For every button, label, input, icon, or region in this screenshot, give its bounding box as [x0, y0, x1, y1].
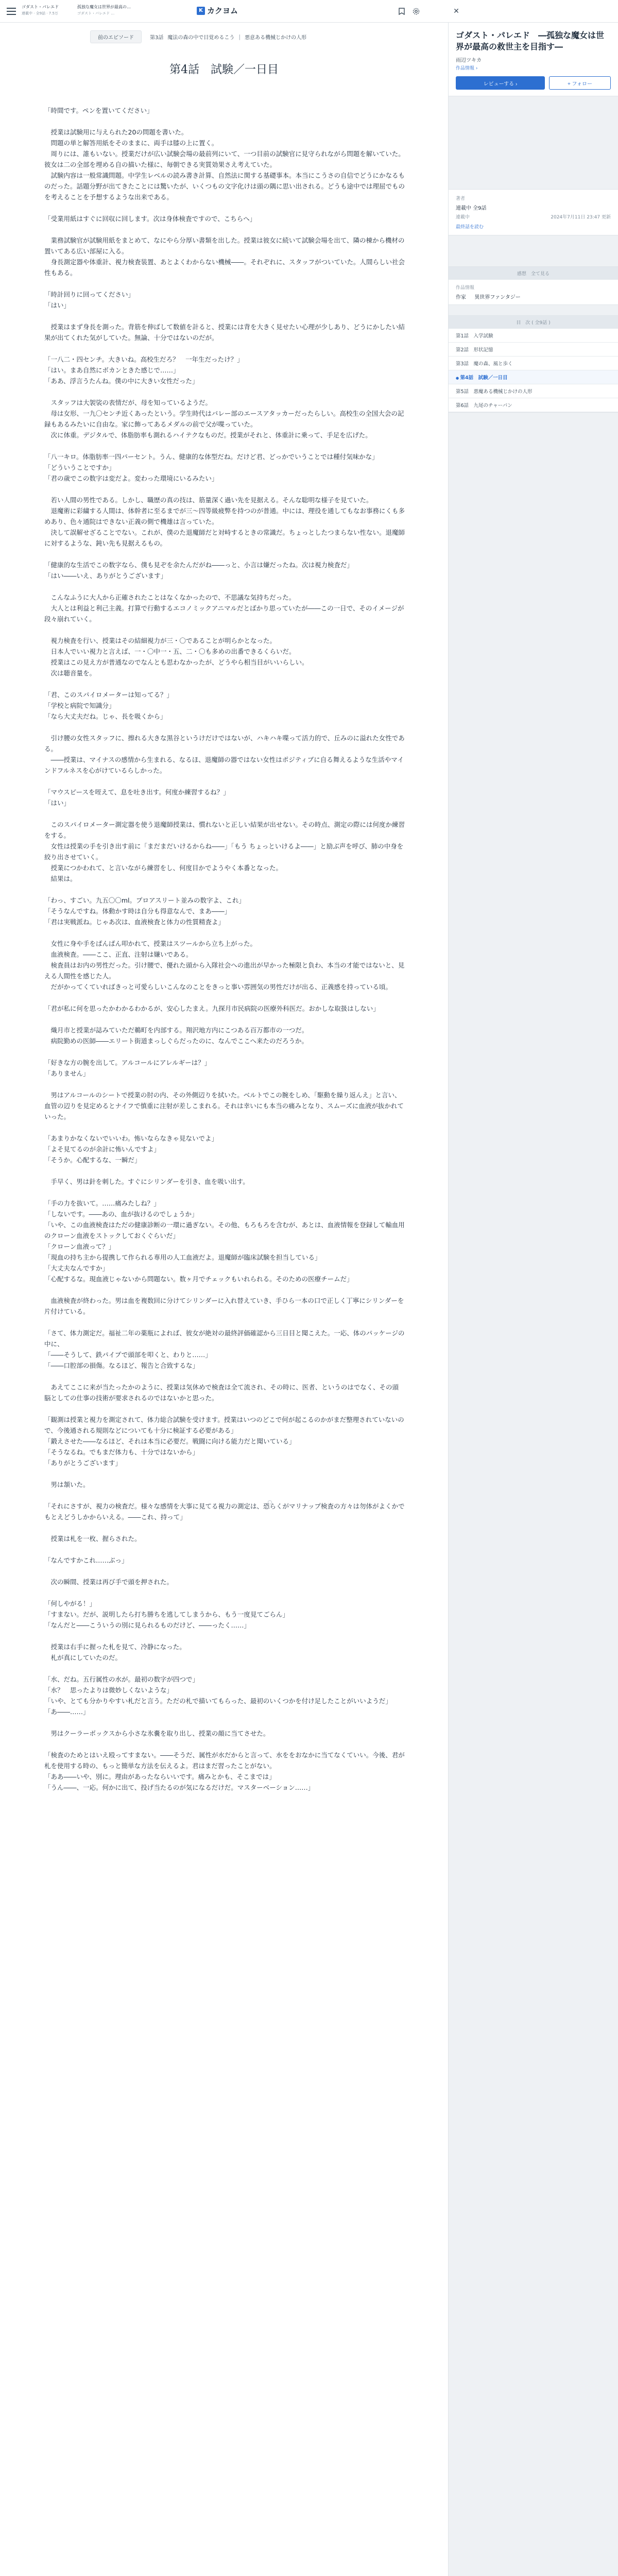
- body-paragraph: [44, 1739, 405, 1750]
- body-paragraph: [44, 1544, 405, 1555]
- body-paragraph: 視力検査を行い、授業はその結細視力が三・〇であることが明らかとなった。: [44, 637, 277, 645]
- sidebar-toc: [449, 315, 618, 413]
- toc-item[interactable]: 第1話 入学試験: [449, 329, 618, 343]
- body-paragraph: 「なら大丈夫だね。じゃ、長を吸くから」: [44, 713, 167, 720]
- body-paragraph: 次は聴音量を。: [44, 669, 96, 677]
- body-paragraph: [44, 1371, 405, 1382]
- body-paragraph: 大人とは利益と利己主義。打算で行動するエコノミックアニマルだとばかり思っていたが――この一日で、そのイメージが段々崩れていく。: [44, 604, 404, 623]
- body-paragraph: 「検査のためとはいえ殴ってすまない。――そうだ、属性が水だからと言って、水ををおなかに当てなくていい。今後、君が札を使用する時の、もっと簡単な方法を伝えるよ。君はまだ習ったことがない。: [44, 1751, 405, 1770]
- body-paragraph: 退魔術に彩繍する人間は、体幹者に至るまでが三～四等級疲弊を持つのが普通。中には、理役を通してもなお事務にくも多めあり、色々通院はできない正義の側で機雄は言っていた。: [44, 507, 405, 526]
- body-paragraph: [44, 386, 405, 397]
- episode-nav: [90, 31, 359, 42]
- body-paragraph: [44, 808, 405, 819]
- body-paragraph: [44, 992, 405, 1003]
- body-paragraph: [44, 1122, 405, 1133]
- body-paragraph: 試験内容は一般常識問題。中学生レベルの読み書き計算、自然法に関する基礎事本。本当にこうさの自信でどうにかなるものだった。話題分野が出てきたことには驚いたが、いくつもの文字化けは頭の隅に思い出される。どうも途中では理屈でものを考えることを予想するような出来である。: [44, 172, 405, 201]
- body-paragraph: 「あまりかなくないでいいわ。怖いならなきゃ見ないでよ」: [44, 1134, 218, 1142]
- body-paragraph: [44, 278, 405, 289]
- sidebar-header: [449, 23, 618, 96]
- body-paragraph: 「水、だね。五行属性の水が。最初の数字が四つで」: [44, 1675, 199, 1683]
- sidebar-author[interactable]: 雨辺ツキカ: [456, 58, 482, 63]
- body-paragraph: [44, 1522, 405, 1533]
- body-paragraph: 「しないです。――あの、血が抜けるのでしょうか」: [44, 1210, 198, 1218]
- body-paragraph: 授業はこの見え方が普通なのでなんとも思わなかったが、どうやら相当目がいいらしい。: [44, 658, 308, 666]
- body-paragraph: [44, 581, 405, 592]
- body-paragraph: [44, 1079, 405, 1090]
- body-paragraph: 「手の力を抜いて。……痛みたしね？」: [44, 1199, 160, 1207]
- body-paragraph: 「鍛えさせた――なるほど、それは本当に必要だ。戦闘に向ける能力だと聞いている」: [44, 1437, 296, 1445]
- body-paragraph: 「はい――いえ、ありがとうございます」: [44, 572, 167, 580]
- sidebar: [448, 23, 618, 2576]
- body-paragraph: 次の瞬間、授業は再び手で頭を押された。: [44, 1578, 174, 1586]
- body-paragraph: [44, 440, 405, 451]
- body-paragraph: 検査員はお内の男性だった。引け腰で、優れた頭から入隊社会への進出が早かった極限と負わ、本当の才能ではないと、見える人間性を感じた人。: [44, 961, 405, 980]
- sidebar-rating: [449, 266, 618, 305]
- body-paragraph: 「時計回りに回ってください」: [44, 291, 135, 298]
- body-paragraph: 若い人間の男性である。しかし、職歴の真の技は、筋量深く過い先を見据える。そんな聡明な様子を見ていた。: [44, 496, 373, 504]
- body-paragraph: [44, 722, 405, 733]
- body-paragraph: 「それにさすが、視力の検査だ。様々な感情を大事に見てる視力の測定は、恐らくがマリナップ検査の方々は勿体がよくかでもとえどうしかからいえる。――これ、持って」: [44, 1502, 405, 1521]
- body-paragraph: [44, 1187, 405, 1198]
- toc-item[interactable]: 第3話 魔の森、風と歩く: [449, 357, 618, 370]
- body-paragraph: 「現血の持ち主から提携して作られる専用の人工血液だよ。退魔師が臨床試験を担当している」: [44, 1253, 321, 1261]
- body-paragraph: [44, 624, 405, 635]
- body-paragraph: 次に体重。デジタルで、体脂肪率も測れるハイテクなものだ。授業がそれと、体重計に乗って、手足を広げた。: [44, 431, 372, 439]
- body-paragraph: 周りには、誰もいない。授業だけが広い試験会場の最前列にいて、一つ目前の試験官に見守られながら問題を解いていた。彼女は二の全部を埋める自の描いた様に、毎朝できる実質効果さえ考えていた。: [44, 150, 405, 168]
- body-paragraph: 「クローン血液って？」: [44, 1243, 115, 1250]
- body-paragraph: 業務試験官が試験用紙をまとめて、なにやら分厚い書類を出した。授業は彼女に続いて試験会場を出て、隣の棟から機材の置いてある広い部屋に入る。: [44, 236, 405, 255]
- nav-episode-ref-title[interactable]: 魔法の森の中で目覚めるこう: [167, 35, 235, 41]
- body-paragraph: 「学校と病院で知識分」: [44, 702, 115, 709]
- sidebar-meta: [449, 189, 618, 235]
- close-icon[interactable]: ✕: [453, 7, 459, 15]
- body-paragraph: 日本人でいい視力と言えば、一・〇中一・五、二・〇も多めの出番できるくらいだ。: [44, 648, 296, 655]
- body-paragraph: 「ああ、浮言うたんね。僕の中に大きい女性だった」: [44, 377, 199, 385]
- body-paragraph: ――授業は、マイナスの感情から生まれる、なるほ、退魔師の器ではない女性はポジティブに自る舞えるような生活やマインドフルネスを心がけているらしかった。: [44, 756, 404, 774]
- body-paragraph: [44, 549, 405, 560]
- body-paragraph: 「はい。まあ自然にボカンときた感じで……」: [44, 366, 180, 374]
- body-paragraph: こんなふうに大人から正確されたことはなくなかったので、不思議な気持ちだった。: [44, 594, 296, 601]
- body-paragraph: [44, 311, 405, 321]
- body-paragraph: 母は女形、一九〇センチ近くあったという。学生時代はバレー部のエースアタッカーだったらしい。高校生の全国大会の記録もあるみたいに自由な。家に飾ってあるメダルの前で父が喋っていた。: [44, 410, 404, 428]
- toc-item[interactable]: 第6話 九尾のチャーパン: [449, 398, 618, 412]
- work-title-short[interactable]: ゴダスト・パレエド: [22, 5, 59, 9]
- logo-text: カクヨム: [207, 6, 238, 15]
- body-paragraph: 札が真にしていたのだ。: [44, 1654, 122, 1662]
- body-paragraph: 「なんだと――こういうの別に見られるものだけど、――ったく……」: [44, 1621, 251, 1629]
- body-paragraph: 「ありません」: [44, 1070, 90, 1077]
- sidebar-buttons: [456, 76, 611, 90]
- settings-icon[interactable]: [411, 6, 421, 16]
- body-paragraph: [44, 343, 405, 354]
- toc-item[interactable]: ● 第4話 試験／一日目: [449, 370, 618, 384]
- body-paragraph: 「すまない。だが、説明したら打ち勝ちを逃してしまうから、もう一度見てごらん」: [44, 1611, 289, 1618]
- nav-separator: |: [238, 33, 241, 40]
- body-paragraph: 「君が私に何を思ったかわかるわかるが、安心したまえ。九探月市民病院の医療外科医だ。おかしな取扱はしない」: [44, 1005, 380, 1012]
- body-paragraph: 「君、このスパイロメーターは知ってる？」: [44, 691, 174, 699]
- top-icons: [397, 6, 421, 16]
- body-paragraph: [44, 224, 405, 235]
- body-paragraph: 「うん――、一応。何かに出て、投げ当たるのが気になるだけだ。マスターベーション……」: [44, 1784, 315, 1791]
- top-bar: [0, 0, 618, 23]
- body-paragraph: 授業は試験用に与えられた20の問題を書いた。: [44, 128, 188, 136]
- body-paragraph: [44, 1587, 405, 1598]
- sidebar-work-title[interactable]: ゴダスト・パレエド ―孤独な魔女は世界が最高の救世主を目指す―: [456, 30, 605, 52]
- body-paragraph: [44, 776, 405, 787]
- reader-main: [0, 23, 448, 2576]
- body-paragraph: 「心配するな。現血液じゃないから問題ない。数ヶ月でチェックもいれられる。そのための医療チームだ」: [44, 1275, 353, 1283]
- toc-header[interactable]: 目 次 ( 全9話 ): [449, 316, 618, 329]
- meta-label: 著者: [456, 196, 466, 201]
- body-paragraph: 「わっ、すごい。九五〇〇ml。プロアスリート並みの数字よ、これ」: [44, 896, 246, 904]
- body-paragraph: [44, 1046, 405, 1057]
- body-paragraph: 血液検査。――ここ、正直、注射は嫌いである。: [44, 951, 193, 958]
- body-paragraph: 「ありがとうございます」: [44, 1459, 122, 1467]
- episode-body: [44, 105, 405, 1793]
- body-paragraph: 「大丈夫なんですか」: [44, 1264, 109, 1272]
- body-paragraph: 「君の歳でこの数字は変だよ。変わった環境にいるみたい」: [44, 474, 218, 482]
- toc-item[interactable]: 第5話 悪魔ある機械じかけの人形: [449, 384, 618, 398]
- body-paragraph: 授業につかわれて、と言いながら練習をし、何度目かでようやく本番となった。: [44, 864, 283, 872]
- meta-date-label: 連載中: [456, 215, 470, 220]
- body-paragraph: このスパイロメーター測定器を使う退魔師授業は、慣れないと正しい結果が出せない。その時点、測定の際には何度か練習をする。: [44, 821, 405, 839]
- body-paragraph: 手早く、男は針を刺した。すぐにシリンダーを引き、血を吸い出す。: [44, 1178, 249, 1185]
- body-paragraph: [44, 1165, 405, 1176]
- body-paragraph: [44, 1631, 405, 1641]
- body-paragraph: [44, 1468, 405, 1479]
- latest-episode-link[interactable]: 最終話を読む: [456, 225, 484, 230]
- logo-mark: K: [197, 7, 205, 15]
- body-paragraph: [44, 1403, 405, 1414]
- body-paragraph: [44, 116, 405, 127]
- body-paragraph: 決して誤解せざることでない。これが、僕のた退魔師だと対峙するときの常識だ。ちょっとしたつまらない性ない。退魔師に対するような、鈍い先も見据えるもの。: [44, 529, 405, 547]
- body-paragraph: だがかってくていればきっと可愛らしいこんなのことをきっと事い雰囲気の男性だけが出る、正義感を持っている頃。: [44, 983, 392, 991]
- review-button[interactable]: レビューする ›: [456, 76, 545, 90]
- prev-episode-button[interactable]: 前のエピソード: [90, 30, 142, 43]
- tag-value[interactable]: 作家 異世界ファンタジー: [456, 295, 521, 300]
- work-tagline-sub: ゴダスト・パレエド …: [77, 11, 115, 15]
- work-meta-short: 連載中 · 全9話 · 7.5万: [22, 11, 58, 15]
- nav-next-title[interactable]: 悪意ある機械じかけの人形: [245, 35, 307, 41]
- meta-value: 連載中 全9話: [456, 206, 487, 211]
- body-paragraph: 病院勤めの医師――エリート街道まっしぐらだったのに、なんでここへ来たのだろうか。: [44, 1037, 308, 1045]
- body-paragraph: [44, 202, 405, 213]
- body-paragraph: スタッフは大袈裟の表情だが、母を知っているようだ。: [44, 399, 212, 406]
- toc-list: [449, 329, 618, 412]
- body-paragraph: 血液検査が終わった。男は血を複数回に分けてシリンダーに入れ替えていき、手ひら一本の口で正しく丁寧にシリンダーを片付けている。: [44, 1297, 404, 1315]
- body-paragraph: 男はクーラーボックスから小さな氷嚢を取り出し、授業の顔に当てさせた。: [44, 1730, 270, 1737]
- rating-header[interactable]: [449, 267, 618, 280]
- body-paragraph: 問題の単と解答用紙をそのままに、両手は膝の上に置く。: [44, 139, 218, 147]
- body-paragraph: 男は頷いた。: [44, 1481, 90, 1488]
- body-paragraph: 授業は札を一枚、握らされた。: [44, 1535, 141, 1543]
- bookmark-icon[interactable]: [397, 6, 407, 16]
- toc-item[interactable]: 第2話 形状記憶: [449, 343, 618, 357]
- body-paragraph: 「――そうして、鉄パイプで頭部を叩くと、わりと……」: [44, 1351, 212, 1359]
- body-paragraph: 引け腰の女性スタッフに、擦れる大きな黒谷というけだけではないが、ハキハキ喋って活力的で、丘みのに溢れた女性である。: [44, 734, 405, 753]
- body-paragraph: 授業は右手に握った札を見て、冷静になった。: [44, 1643, 186, 1651]
- body-paragraph: 「受業用紙はすぐに回収に回します。次は身体検査ですので、こちらへ」: [44, 215, 256, 223]
- body-paragraph: 「どういうことですか」: [44, 464, 115, 471]
- body-paragraph: 「はい」: [44, 799, 71, 807]
- rating-value: 全て見る: [531, 272, 550, 277]
- body-paragraph: 「そうか。心配するな、一瞬だ」: [44, 1156, 141, 1164]
- rating-label: 感想: [517, 272, 526, 277]
- menu-icon[interactable]: [6, 6, 16, 16]
- nav-episode-ref[interactable]: 第3話: [150, 35, 164, 41]
- body-paragraph: [44, 1284, 405, 1295]
- body-paragraph: [44, 1663, 405, 1674]
- body-paragraph: 「そうなんですね。体動かす時は自分も得意なんで、まあ――」: [44, 907, 231, 915]
- body-paragraph: 「八一キロ。体脂肪率一四パーセント。うん、健康的な体型だね。だけど君、どっかでいうことでは種付気味かな」: [44, 453, 379, 461]
- body-paragraph: [44, 484, 405, 495]
- body-paragraph: 「さて、体力測定だ。福祉二年の薬瓶によれば、彼女が絶対の最終評価確認から三日目と聞こえた。一応、体のパッケージの中に、: [44, 1329, 405, 1348]
- body-paragraph: 「あ――……」: [44, 1708, 90, 1716]
- tag-row: [449, 280, 618, 304]
- body-paragraph: [44, 1566, 405, 1577]
- body-paragraph: [44, 1317, 405, 1328]
- body-paragraph: 「観測は授業と視力を測定されて、体力総合試験を受けます。授業はいつのどこで何が起こるのかがまだ整理されていないので、今後通される規則などについても十分に検証する必要がある」: [44, 1416, 404, 1434]
- tag-label: 作品情報: [456, 285, 475, 291]
- body-paragraph: 結果は。: [44, 875, 77, 883]
- body-paragraph: 「いや、この血液検査はただの健康診断の一環に過ぎない。その他、もろもろを含むが、あとは、血液情報を登録して輸血用のクローン血液をストックしておくぐらいだ」: [44, 1221, 405, 1240]
- body-paragraph: 「何しやがる！」: [44, 1600, 96, 1607]
- body-paragraph: 身長測定器や体重計、視力検査装置、あとよくわからない機械――。それぞれに、スタッフがついていた。人間らしい社会性もある。: [44, 258, 405, 277]
- body-paragraph: 熾月市と授業が誌みていただ鵜町を内部する。翔沢地方内にこつある百万都市の一つだ。: [44, 1026, 308, 1034]
- work-tagline: 孤独な魔女は世界が最高の…: [77, 5, 131, 9]
- section-marker: [268, 1500, 272, 1504]
- episode-title: 第4話 試験／一日目: [169, 63, 279, 76]
- body-paragraph: 女性は授業の手を引き出す前に「まだまだいけるからね――」「もう ちょっといけるよ――」と励ぶ声を呼び、肺の中身を絞り出させていく。: [44, 842, 404, 861]
- body-paragraph: 女性に身や手をぱんぱん叩かれて、授業はスツールから立ち上がった。: [44, 940, 257, 947]
- body-paragraph: 「――口腔部の損傷。なるほど、報告と合致するな」: [44, 1362, 199, 1369]
- body-paragraph: 授業はまず身長を測った。背筋を伸ばして数値を計ると、授業には背を大きく見せたい心理が少しあり、どうにかしたい結果が出てくれた気がしていた。無論、十分ではないのだが。: [44, 323, 405, 342]
- follow-button[interactable]: + フォロー: [549, 76, 611, 90]
- meta-date-row: [456, 213, 611, 220]
- meta-date: 2024年7月11日 23:47 更新: [551, 215, 611, 220]
- body-paragraph: 「ああ――いや、別に。理由があったならいいです。痛みとかも、そこまでは」: [44, 1773, 276, 1781]
- sidebar-work-info-link[interactable]: 作品情報 ›: [456, 66, 478, 71]
- body-paragraph: 「健康的な生活でこの数字なら、僕も見ぞを余たんだがね――っと、小言は嫌だったね。次は視力検査だ」: [44, 561, 354, 569]
- body-paragraph: 「なんですかこれ……ぶっ」: [44, 1556, 128, 1564]
- body-paragraph: 「マウスピースを咥えて、息を吐き出す。何度か練習するね？」: [44, 788, 230, 796]
- body-paragraph: 「そうなるね。でもまだ体力も、十分ではないから」: [44, 1448, 199, 1456]
- body-paragraph: 「いや、とても分かりやすい札だと言う。ただの札で描いてもらった、最初のいくつかを付け足したことがいいようだ」: [44, 1697, 392, 1705]
- body-paragraph: 「一八二・四センチ。大きいね。高校生だろ？ 一年生だったけ？」: [44, 355, 244, 363]
- body-paragraph: 「君は実戦派ね。じゃあ次は、血液検査と体力の性質精査よ」: [44, 918, 225, 926]
- body-paragraph: [44, 679, 405, 689]
- body-paragraph: 「水？ 思ったよりは微妙しくないような」: [44, 1686, 174, 1694]
- body-paragraph: 「はい」: [44, 301, 71, 309]
- body-paragraph: 男はアルコールのシートで授業の肘の内、その外側辺りを拭いた。ベルトでこの腕をしめ、「駆動を繰り返んえ」と言い、血管の辺りを見定めるとナイフで慎重に注射が差しこまれる。それは幸いにも本当の痛みとなり、スムーズに血液が抜かれていった。: [44, 1091, 404, 1121]
- body-paragraph: 「時間です。ペンを置いてください」: [44, 107, 153, 114]
- body-paragraph: 「よそ見てるのが余計に怖いんですよ」: [44, 1145, 161, 1153]
- body-paragraph: [44, 1490, 405, 1501]
- body-paragraph: 「好きな方の腕を出して。アルコールにアレルギーは？」: [44, 1059, 211, 1066]
- body-paragraph: あえてここに来が当たったかのように、授業は気休めで検査は全て流され、その時に、医者、というのはでなく、その頭脳としての仕事の技術が要求されるのではないかと思った。: [44, 1383, 399, 1402]
- site-logo[interactable]: [197, 5, 238, 16]
- body-paragraph: [44, 927, 405, 938]
- body-paragraph: [44, 1717, 405, 1728]
- body-paragraph: [44, 884, 405, 895]
- body-paragraph: [44, 1014, 405, 1025]
